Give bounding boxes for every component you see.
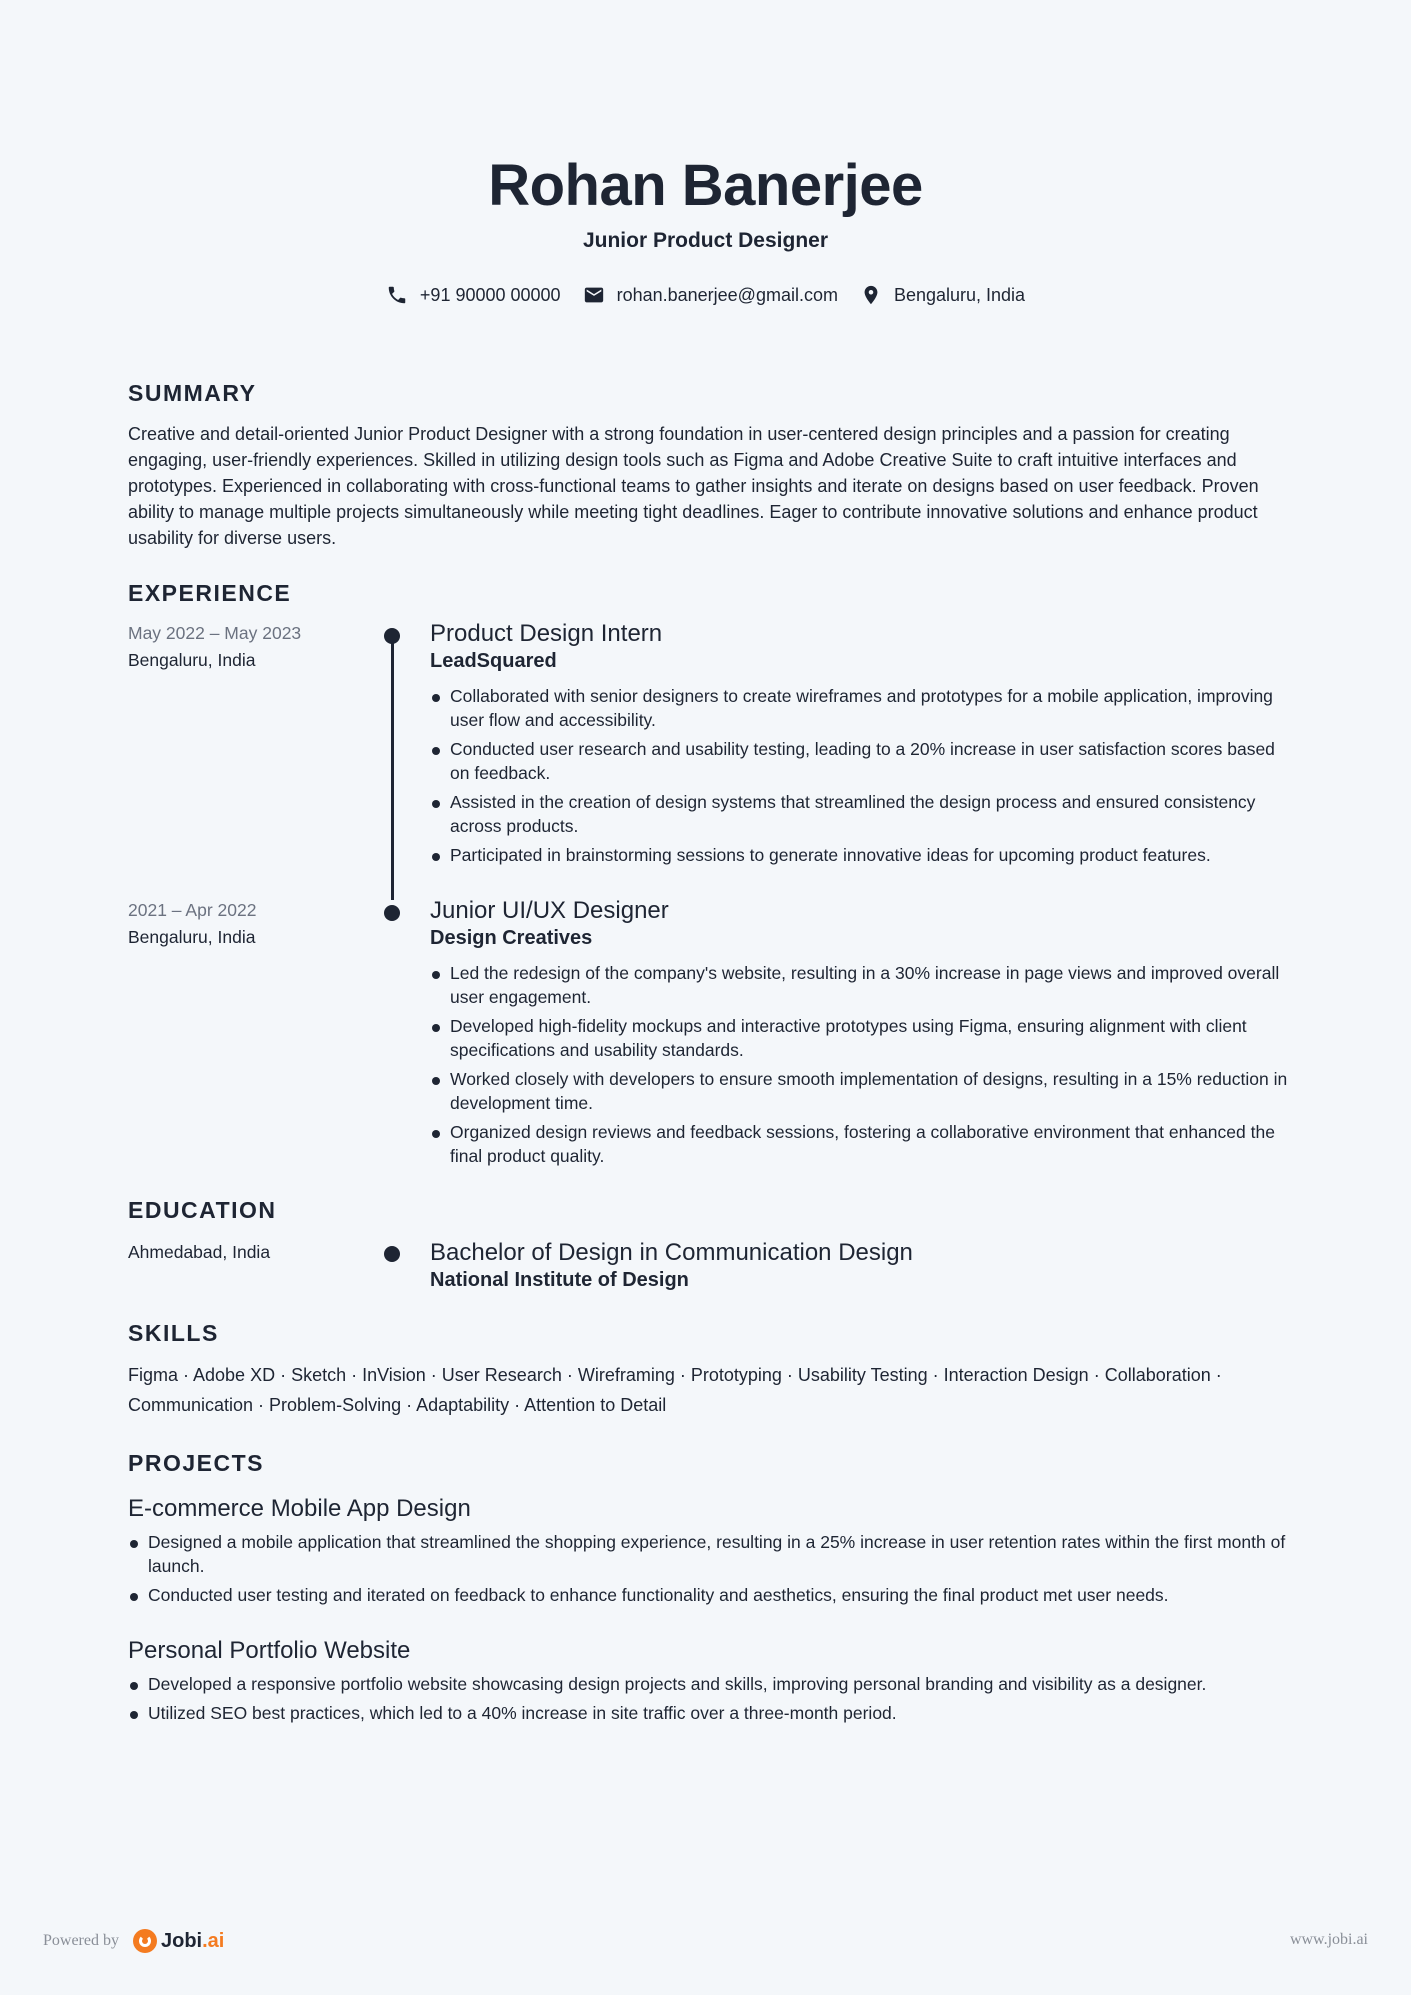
experience-location: Bengaluru, India [128, 650, 256, 670]
job-title: Junior UI/UX Designer [430, 897, 669, 924]
powered-by-text: Powered by [43, 1932, 119, 1949]
experience-date: May 2022 – May 2023 [128, 623, 302, 643]
timeline-dot [384, 905, 400, 921]
list-item: Utilized SEO best practices, which led to a 40% increase in site traffic over a three-month period. [128, 1701, 1288, 1725]
experience-bullets [430, 684, 1288, 867]
list-item: Developed high-fidelity mockups and interactive prototypes using Figma, ensuring alignment with client specifications and usability standards. [430, 1014, 1288, 1062]
project-bullets [128, 1530, 1288, 1607]
skills-list: Figma · Adobe XD · Sketch · InVision · User Research · Wireframing · Prototyping · Usability Testing · Interaction Design · Collaboration · Communication · Problem-Solving · Adaptability · Attention to Detail [128, 1365, 1222, 1415]
degree-title: Bachelor of Design in Communication Design [430, 1239, 913, 1266]
experience-bullets [430, 961, 1288, 1168]
email-text: rohan.banerjee@gmail.com [616, 284, 838, 305]
phone-text: +91 90000 00000 [419, 284, 561, 305]
company-name: LeadSquared [430, 650, 557, 672]
project-title: Personal Portfolio Website [128, 1637, 411, 1664]
location-text: Bengaluru, India [893, 284, 1026, 305]
list-item: Conducted user research and usability testing, leading to a 20% increase in user satisfaction scores based on feedback. [430, 737, 1288, 785]
list-item: Led the redesign of the company's website, resulting in a 30% increase in page views and improved overall user engagement. [430, 961, 1288, 1009]
project-entry [128, 1636, 1288, 1730]
education-location: Ahmedabad, India [128, 1242, 271, 1262]
phone-icon [386, 284, 408, 306]
education-details [430, 1239, 1288, 1293]
project-entry [128, 1494, 1288, 1612]
education-meta [128, 1239, 368, 1266]
experience-date: 2021 – Apr 2022 [128, 900, 257, 920]
experience-details [430, 897, 1288, 1173]
list-item: Designed a mobile application that streamlined the shopping experience, resulting in a 25% increase in user retention rates within the first month of launch. [128, 1530, 1288, 1578]
list-item: Assisted in the creation of design systems that streamlined the design process and ensured consistency across products. [430, 790, 1288, 838]
summary-heading: SUMMARY [128, 380, 257, 406]
list-item: Organized design reviews and feedback sessions, fostering a collaborative environment that enhanced the final product quality. [430, 1120, 1288, 1168]
contact-location [860, 284, 1025, 306]
education-heading: EDUCATION [128, 1197, 277, 1223]
skills-heading: SKILLS [128, 1320, 219, 1346]
projects-heading: PROJECTS [128, 1450, 264, 1476]
location-pin-icon [860, 284, 882, 306]
timeline-line [391, 636, 394, 900]
logo-accent-text: .ai [202, 1929, 225, 1952]
candidate-role: Junior Product Designer [582, 229, 829, 252]
jobi-logo[interactable] [133, 1929, 224, 1953]
mail-icon [583, 284, 605, 306]
experience-meta [128, 620, 368, 674]
list-item: Developed a responsive portfolio website showcasing design projects and skills, improving personal branding and visibility as a designer. [128, 1672, 1288, 1696]
footer-site-link[interactable]: www.jobi.ai [1289, 1931, 1368, 1948]
contact-phone [386, 284, 561, 306]
project-bullets [128, 1672, 1288, 1725]
summary-text: Creative and detail-oriented Junior Product Designer with a strong foundation in user-centered design principles and a passion for creating engaging, user-friendly experiences. Skilled in utilizing design tools such as Figma and Adobe Creative Suite to craft intuitive interfaces and prototypes. Experienced in collaborating with cross-functional teams to gather insights and iterate on designs based on user feedback. Proven ability to manage multiple projects simultaneously while meeting tight deadlines. Eager to contribute innovative solutions and enhance product usability for diverse users. [128, 424, 1259, 548]
school-name: National Institute of Design [430, 1269, 689, 1291]
experience-heading: EXPERIENCE [128, 580, 292, 606]
list-item: Collaborated with senior designers to create wireframes and prototypes for a mobile application, improving user flow and accessibility. [430, 684, 1288, 732]
list-item: Worked closely with developers to ensure smooth implementation of designs, resulting in a 15% reduction in development time. [430, 1067, 1288, 1115]
resume-header [0, 150, 1411, 306]
company-name: Design Creatives [430, 927, 593, 949]
job-title: Product Design Intern [430, 620, 663, 647]
project-title: E-commerce Mobile App Design [128, 1495, 471, 1522]
jobi-logo-icon [133, 1929, 157, 1953]
contact-email [583, 284, 838, 306]
experience-meta [128, 897, 368, 951]
experience-details [430, 620, 1288, 872]
footer-powered-by [43, 1929, 224, 1953]
list-item: Participated in brainstorming sessions to generate innovative ideas for upcoming product features. [430, 843, 1288, 867]
timeline-dot [384, 628, 400, 644]
logo-main-text: Jobi [160, 1929, 203, 1952]
experience-location: Bengaluru, India [128, 927, 256, 947]
list-item: Conducted user testing and iterated on feedback to enhance functionality and aesthetics, ensuring the final product met user needs. [128, 1583, 1288, 1607]
candidate-name: Rohan Banerjee [488, 153, 923, 218]
contact-row [0, 284, 1411, 306]
timeline-dot [384, 1246, 400, 1262]
